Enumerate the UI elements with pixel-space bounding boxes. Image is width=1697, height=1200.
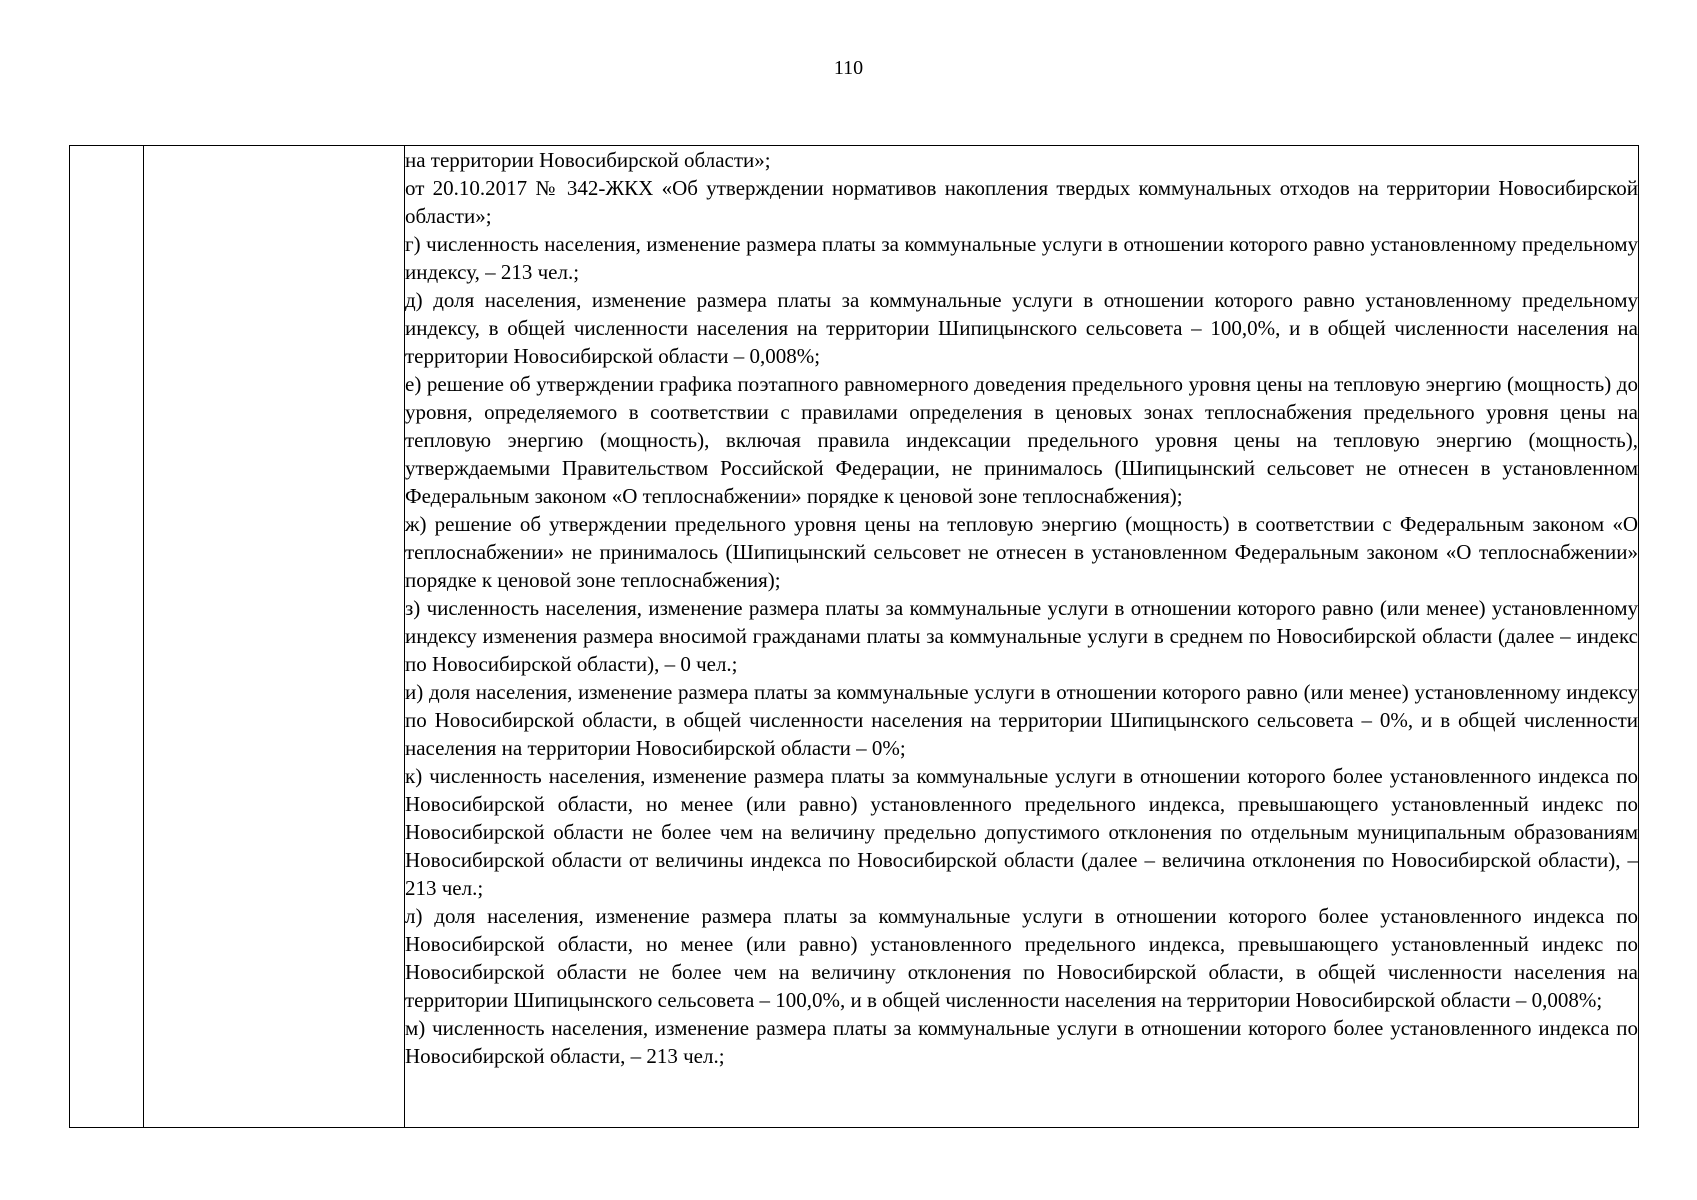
paragraph: з) численность населения, изменение размера платы за коммунальные услуги в отношении которого равно (или менее) установленному индексу изменения размера вносимой гражданами платы за коммунальные услуги в среднем по Новосибирской области (далее – индекс по Новосибирской области), – 0 чел.;: [405, 596, 1638, 676]
paragraph: д) доля населения, изменение размера платы за коммунальные услуги в отношении которого равно установленному предельному индексу, в общей численности населения на территории Шипицынского сельсовета – 100,0%, и в общей численности населения на территории Новосибирской области – 0,008%;: [405, 288, 1638, 368]
paragraph: м) численность населения, изменение размера платы за коммунальные услуги в отношении которого более установленного индекса по Новосибирской области, – 213 чел.;: [405, 1016, 1638, 1068]
paragraph: на территории Новосибирской области»;: [405, 148, 771, 172]
table-row: [70, 146, 1639, 1128]
paragraph: к) численность населения, изменение размера платы за коммунальные услуги в отношении которого более установленного индекса по Новосибирской области, но менее (или равно) установленного предельного индекса, превышающего установленный индекс по Новосибирской области не более чем на величину предельно допустимого отклонения по отдельным муниципальным образованиям Новосибирской области от величины индекса по Новосибирской области (далее – величина отклонения по Новосибирской области), – 213 чел.;: [405, 764, 1638, 900]
document-table: [69, 145, 1639, 1128]
paragraph: л) доля населения, изменение размера платы за коммунальные услуги в отношении которого более установленного индекса по Новосибирской области, но менее (или равно) установленного предельного индекса, превышающего установленный индекс по Новосибирской области не более чем на величину отклонения по Новосибирской области, в общей численности населения на территории Шипицынского сельсовета – 100,0%, и в общей численности населения на территории Новосибирской области – 0,008%;: [405, 904, 1638, 1012]
paragraph: и) доля населения, изменение размера платы за коммунальные услуги в отношении которого равно (или менее) установленному индексу по Новосибирской области, в общей численности населения на территории Шипицынского сельсовета – 0%, и в общей численности населения на территории Новосибирской области – 0%;: [405, 680, 1638, 760]
table-cell-content: [405, 146, 1639, 1128]
table-cell-number: [70, 146, 144, 1128]
paragraph: е) решение об утверждении графика поэтапного равномерного доведения предельного уровня цены на тепловую энергию (мощность) до уровня, определяемого в соответствии с правилами определения в ценовых зонах теплоснабжения предельного уровня цены на тепловую энергию (мощность), включая правила индексации предельного уровня цены на тепловую энергию (мощность), утверждаемыми Правительством Российской Федерации, не принималось (Шипицынский сельсовет не отнесен в установленном Федеральным законом «О теплоснабжении» порядке к ценовой зоне теплоснабжения);: [405, 372, 1638, 508]
paragraph: от 20.10.2017 № 342-ЖКХ «Об утверждении нормативов накопления твердых коммунальных отходов на территории Новосибирской области»;: [405, 176, 1638, 228]
page-number: 110: [833, 57, 864, 79]
table-cell-name: [144, 146, 405, 1128]
paragraph: ж) решение об утверждении предельного уровня цены на тепловую энергию (мощность) в соответствии с Федеральным законом «О теплоснабжении» не принималось (Шипицынский сельсовет не отнесен в установленном Федеральным законом «О теплоснабжении» порядке к ценовой зоне теплоснабжения);: [405, 512, 1638, 592]
paragraph: г) численность населения, изменение размера платы за коммунальные услуги в отношении которого равно установленному предельному индексу, – 213 чел.;: [405, 232, 1638, 284]
